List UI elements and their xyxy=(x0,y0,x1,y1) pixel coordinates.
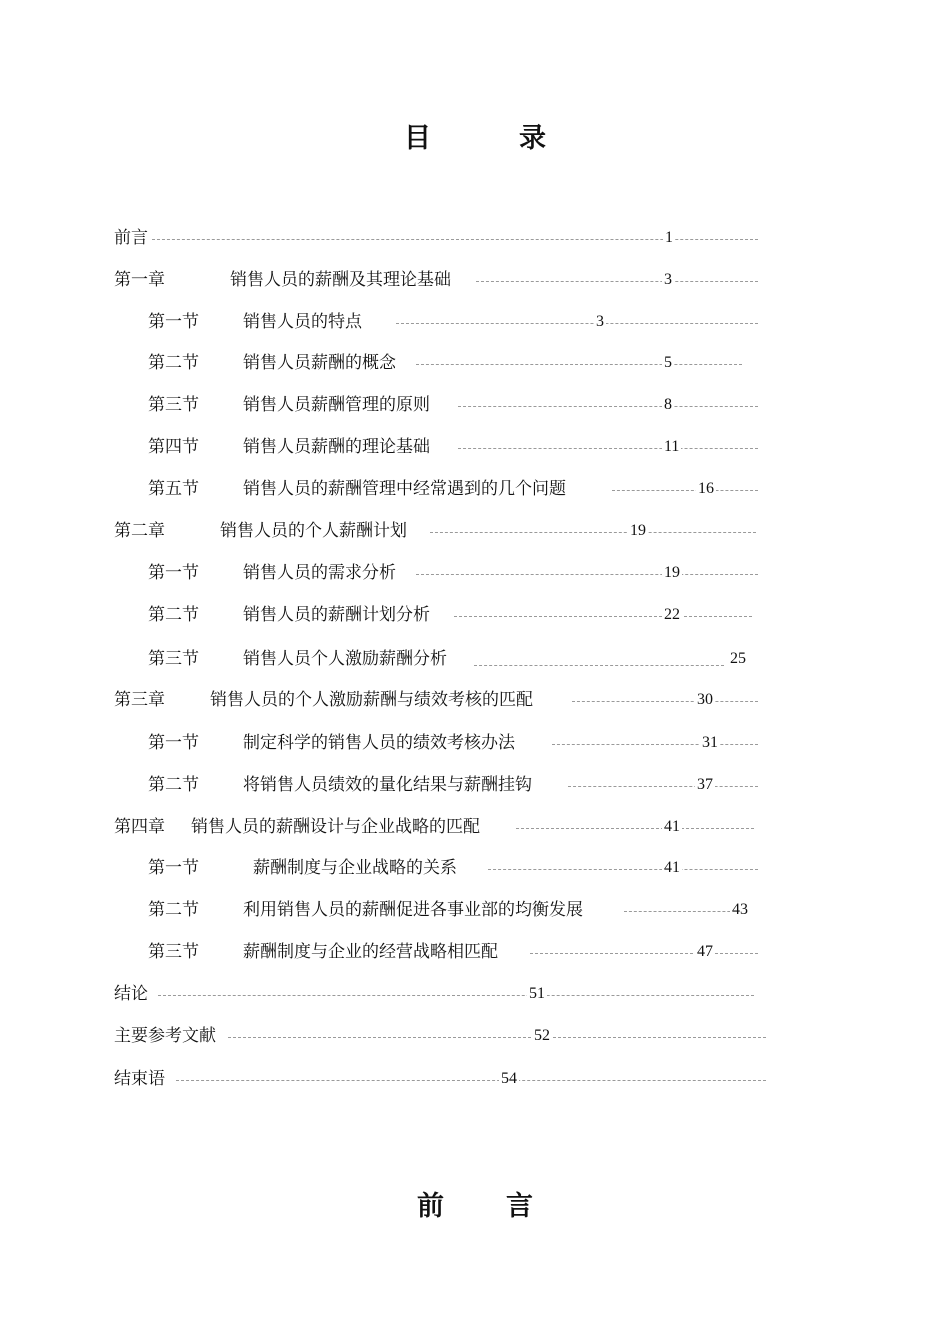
toc-entry-title: 销售人员的需求分析 xyxy=(243,563,396,583)
toc-entry-section[interactable] xyxy=(148,647,759,671)
toc-entry-chapter-2[interactable] xyxy=(114,519,759,543)
toc-page-number: 37 xyxy=(695,773,715,797)
toc-section-label: 第一节 xyxy=(148,858,199,878)
toc-page-number: 54 xyxy=(499,1067,519,1091)
toc-section-label: 第二节 xyxy=(148,353,199,373)
toc-entry-title: 利用销售人员的薪酬促进各事业部的均衡发展 xyxy=(243,900,583,920)
toc-leader xyxy=(612,490,758,491)
toc-entry-title: 销售人员的个人激励薪酬与绩效考核的匹配 xyxy=(210,690,533,710)
toc-page-number: 5 xyxy=(662,351,674,375)
toc-page-number: 52 xyxy=(532,1024,552,1048)
toc-page-number: 19 xyxy=(662,561,682,585)
toc-section-label: 第三节 xyxy=(148,649,199,669)
toc-entry-section[interactable] xyxy=(148,561,759,585)
toc-leader xyxy=(228,1037,766,1038)
toc-section-label: 第一节 xyxy=(148,733,199,753)
toc-entry-title: 销售人员薪酬的理论基础 xyxy=(243,437,430,457)
toc-section-label: 第二节 xyxy=(148,775,199,795)
toc-entry-section[interactable] xyxy=(148,477,759,501)
toc-entry-chapter-3[interactable] xyxy=(114,688,759,712)
toc-section-label: 第一节 xyxy=(148,312,199,332)
toc-entry-title: 销售人员的薪酬计划分析 xyxy=(243,605,430,625)
toc-page-number: 3 xyxy=(594,310,606,334)
toc-entry-title: 薪酬制度与企业战略的关系 xyxy=(253,858,457,878)
toc-section-label: 第四节 xyxy=(148,437,199,457)
preface-heading-char-1: 前 xyxy=(417,1191,444,1222)
toc-entry-section[interactable] xyxy=(148,351,759,375)
toc-page-number: 51 xyxy=(527,982,547,1006)
toc-leader xyxy=(416,364,742,365)
toc-leader xyxy=(552,744,758,745)
toc-title xyxy=(0,116,950,155)
toc-entry-section[interactable] xyxy=(148,773,759,797)
toc-page-number: 47 xyxy=(695,940,715,964)
toc-leader xyxy=(476,281,758,282)
toc-entry-section[interactable] xyxy=(148,731,759,755)
preface-heading-char-2: 言 xyxy=(506,1191,533,1222)
toc-leader xyxy=(430,532,756,533)
toc-section-label: 第五节 xyxy=(148,479,199,499)
toc-title-char-1: 目 xyxy=(404,123,431,154)
toc-page-number: 8 xyxy=(662,393,674,417)
toc-page-number: 19 xyxy=(628,519,648,543)
preface-heading xyxy=(0,1184,950,1223)
toc-entry-conclusion[interactable] xyxy=(114,982,759,1006)
toc-leader xyxy=(530,953,758,954)
toc-entry-title: 销售人员薪酬的概念 xyxy=(243,353,396,373)
toc-leader xyxy=(454,616,752,617)
toc-leader xyxy=(458,406,758,407)
toc-page-number: 3 xyxy=(662,268,674,292)
toc-entry-title: 销售人员个人激励薪酬分析 xyxy=(243,649,447,669)
toc-page-number: 43 xyxy=(730,898,750,922)
toc-entry-section[interactable] xyxy=(148,898,759,922)
toc-section-label: 第一节 xyxy=(148,563,199,583)
toc-leader xyxy=(416,574,758,575)
toc-leader xyxy=(396,323,758,324)
toc-entry-section[interactable] xyxy=(148,310,759,334)
toc-entry-closing[interactable] xyxy=(114,1067,769,1091)
toc-page-number: 1 xyxy=(663,226,675,250)
toc-entry-label: 结论 xyxy=(114,984,148,1004)
toc-leader xyxy=(572,701,758,702)
toc-leader xyxy=(488,869,758,870)
toc-entry-title: 销售人员的特点 xyxy=(243,312,362,332)
toc-section-label: 第二节 xyxy=(148,900,199,920)
toc-chapter-label: 第四章 xyxy=(114,817,165,837)
toc-entry-section[interactable] xyxy=(148,435,759,459)
toc-entry-label: 前言 xyxy=(114,228,148,248)
toc-entry-section[interactable] xyxy=(148,856,759,880)
toc-entry-section[interactable] xyxy=(148,603,759,627)
toc-chapter-label: 第一章 xyxy=(114,270,165,290)
toc-chapter-label: 第二章 xyxy=(114,521,165,541)
toc-chapter-label: 第三章 xyxy=(114,690,165,710)
toc-entry-section[interactable] xyxy=(148,393,759,417)
toc-section-label: 第二节 xyxy=(148,605,199,625)
toc-entry-preface[interactable] xyxy=(114,226,759,250)
toc-entry-title: 薪酬制度与企业的经营战略相匹配 xyxy=(243,942,498,962)
toc-entry-label: 结束语 xyxy=(114,1069,165,1089)
toc-entry-references[interactable] xyxy=(114,1024,769,1048)
toc-page-number: 25 xyxy=(730,650,746,667)
toc-title-char-2: 录 xyxy=(519,123,546,154)
toc-entry-title: 销售人员薪酬管理的原则 xyxy=(243,395,430,415)
toc-leader xyxy=(568,786,758,787)
toc-leader xyxy=(176,1080,766,1081)
toc-page-number: 41 xyxy=(662,856,682,880)
toc-leader xyxy=(474,665,724,666)
toc-entry-title: 销售人员的薪酬设计与企业战略的匹配 xyxy=(191,817,480,837)
toc-entry-title: 销售人员的薪酬管理中经常遇到的几个问题 xyxy=(243,479,566,499)
toc-leader xyxy=(516,828,754,829)
toc-entry-title: 销售人员的薪酬及其理论基础 xyxy=(230,270,451,290)
toc-entry-title: 制定科学的销售人员的绩效考核办法 xyxy=(243,733,515,753)
toc-leader xyxy=(458,448,758,449)
toc-page-number: 11 xyxy=(662,435,681,459)
toc-entry-label: 主要参考文献 xyxy=(114,1026,216,1046)
toc-page-number: 16 xyxy=(696,477,716,501)
toc-entry-title: 销售人员的个人薪酬计划 xyxy=(220,521,407,541)
toc-entry-chapter-1[interactable] xyxy=(114,268,759,292)
toc-page-number: 31 xyxy=(700,731,720,755)
toc-page-number: 30 xyxy=(695,688,715,712)
toc-entry-chapter-4[interactable] xyxy=(114,815,759,839)
toc-section-label: 第三节 xyxy=(148,942,199,962)
toc-entry-title: 将销售人员绩效的量化结果与薪酬挂钩 xyxy=(243,775,532,795)
toc-page-number: 22 xyxy=(662,603,682,627)
toc-entry-section[interactable] xyxy=(148,940,759,964)
toc-section-label: 第三节 xyxy=(148,395,199,415)
toc-page-number: 41 xyxy=(662,815,682,839)
toc-leader xyxy=(158,995,754,996)
